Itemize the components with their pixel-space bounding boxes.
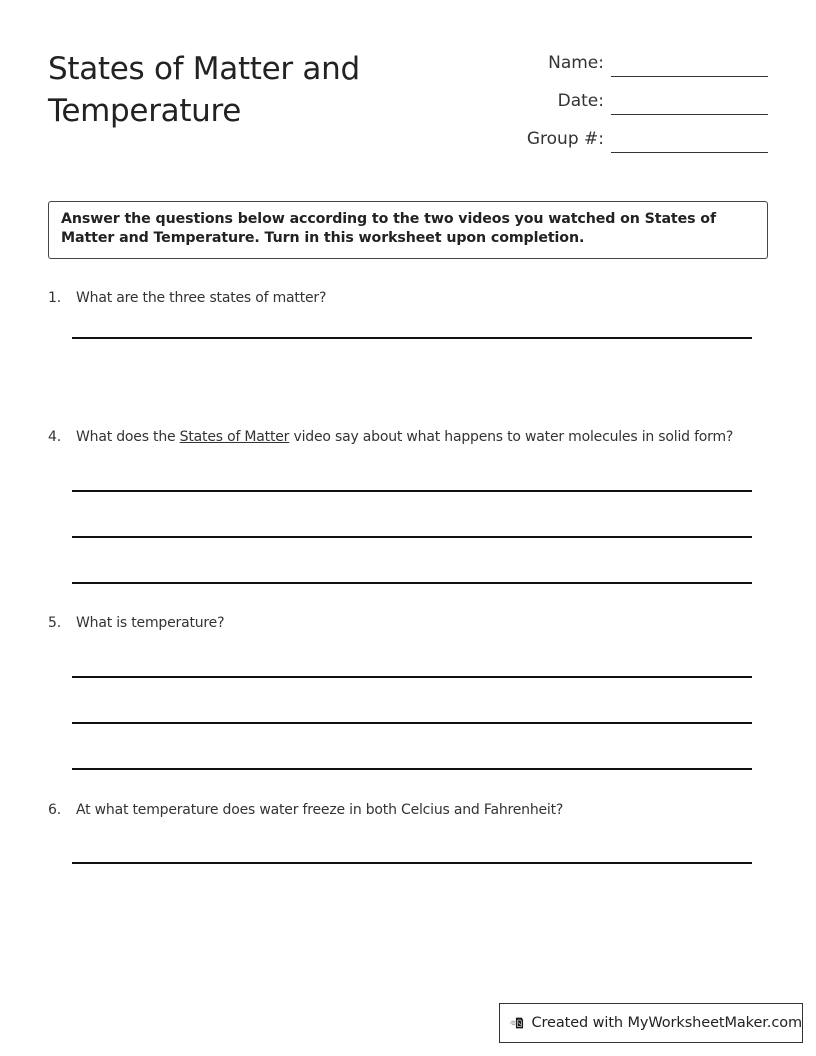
answer-line-q4-2[interactable] [72, 536, 752, 538]
date-input-line[interactable] [611, 114, 768, 115]
answer-line-q5-2[interactable] [72, 722, 752, 724]
date-field[interactable] [500, 90, 768, 128]
group-input-line[interactable] [611, 152, 768, 153]
question-number: 6. [48, 802, 61, 818]
answer-line-q5-1[interactable] [72, 676, 752, 678]
answer-line-q5-3[interactable] [72, 768, 752, 770]
instructions-box: Answer the questions below according to the two videos you watched on States of Matter and Temperature. Turn in this worksheet upon completion. [48, 201, 768, 259]
question-text: At what temperature does water freeze in both Celcius and Fahrenheit? [76, 802, 564, 818]
answer-line-q4-1[interactable] [72, 490, 752, 492]
video-title-link: States of Matter [179, 429, 290, 445]
student-info-fields [500, 52, 768, 166]
page-title-line-2: Temperature [48, 93, 242, 129]
question-number: 4. [48, 429, 61, 445]
page-title-line-1: States of Matter and [48, 51, 360, 87]
name-input-line[interactable] [611, 76, 768, 77]
worksheet-maker-logo-icon [510, 1012, 525, 1034]
question-number: 1. [48, 290, 61, 306]
date-label: Date: [557, 91, 604, 111]
answer-line-q6-1[interactable] [72, 862, 752, 864]
name-label: Name: [548, 53, 604, 73]
footer-badge[interactable] [499, 1003, 803, 1043]
question-text: What are the three states of matter? [76, 290, 327, 306]
group-field[interactable] [500, 128, 768, 166]
answer-line-q4-3[interactable] [72, 582, 752, 584]
group-label: Group #: [526, 129, 604, 149]
name-field[interactable] [500, 52, 768, 90]
footer-text: Created with MyWorksheetMaker.com [531, 1015, 802, 1031]
page-title [48, 48, 468, 132]
question-text-part: video say about what happens to water molecules in solid form? [289, 429, 734, 445]
question-text-part: What does the [76, 429, 180, 445]
question-text [76, 428, 733, 446]
answer-line-q1-1[interactable] [72, 337, 752, 339]
question-number: 5. [48, 615, 61, 631]
question-text: What is temperature? [76, 615, 225, 631]
